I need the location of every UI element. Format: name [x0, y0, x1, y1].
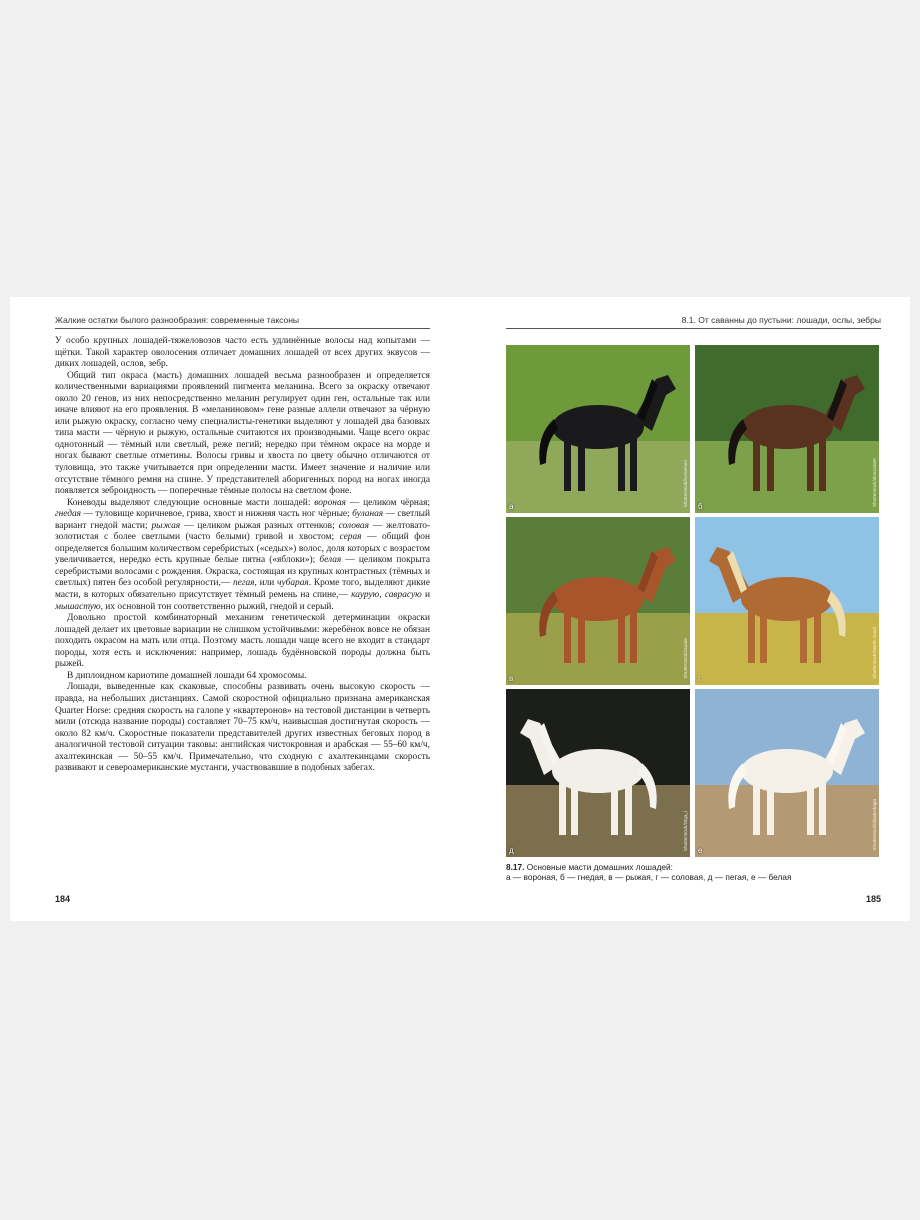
italic-term: соловая	[338, 520, 369, 531]
paragraph	[55, 671, 430, 683]
italic-term: рыжая	[151, 520, 181, 531]
horse-photo-б	[695, 345, 879, 513]
left-page	[55, 315, 431, 904]
paragraph	[55, 336, 430, 371]
italic-term: белая	[319, 555, 342, 566]
photo-grid	[506, 345, 879, 857]
horse-chestnut-icon	[506, 517, 690, 685]
photo-credit: Shutterstock/horsemen	[683, 459, 688, 507]
italic-term: пегая	[232, 578, 255, 589]
text-run: — туловище коричневое, грива, хвост и нижняя часть ног чёрные;	[81, 509, 353, 520]
text-run: Лошади, выведенные как скаковые, способны развивать очень высокую скорость — правда, на небольших дистанциях. Самой скоростной официально признана американская Quarter Horse: средняя скорость на галопе у «квартеронов» на тестовой дистанции в четверть мили (отсюда название породы) составляет 70–75 км/ч, наивысшая достигнутая скорость — около 82 км/ч. Скоростные показатели представителей других известных беговых пород в аналогичной тестовой ситуации таковы: английская чистокровная и арабская — 55–60 км/ч, ахалтекинская — 50–55 км/ч. Примечательно, что сходную с ахалтекинцами скорость развивают и североамериканские мустанги, участвовавшие в подобных забегах.	[55, 682, 430, 774]
photo-credit: Shutterstock/Martin Good	[872, 626, 877, 679]
text-run: Общий тип окраса (масть) домашних лошадей весьма разнообразен и определяется количественными вариациями проявлений пигмента меланина. Всего за окраску отвечают около 20 генов, из них непосредственно меланин регулирует один ген, остальные так или иначе влияют на его проявления. В «меланиновом» гене разные аллели отвечают за чёрную или рыжую окраску, согласно чему специалисты-генетики выделяют у лошадей два базовых типа масти — чёрную и рыжую, остальные считаются их производными. Чаще всего окрас однотонный — тёмный или светлый, реже пегий; нередко при тёмном окрасе на морде и ногах бывают светлые отметины. Волосы гривы и хвоста по цвету обычно отличаются от туловища, это также учитывается при определении масти. Имеет значение и наличие или отсутствие тёмного ремня на спине. У представителей аборигенных пород на ногах иногда появляется зеброидность — поперечные тёмные полосы на светлом фоне.	[55, 370, 430, 497]
text-run: и	[421, 590, 431, 601]
text-run: ,	[379, 590, 385, 601]
horse-photo-д	[506, 689, 690, 857]
photo-letter: д	[509, 846, 514, 855]
horse-photo-е	[695, 689, 879, 857]
text-run: , или	[254, 578, 278, 589]
running-head-right: 8.1. От саванны до пустыни: лошади, ослы, зебры	[506, 315, 881, 329]
italic-term: чубарая	[277, 578, 309, 589]
caption-label: 8.17.	[506, 862, 525, 872]
italic-term: серая	[339, 532, 362, 543]
text-run: — целиком покрыта серебристыми волосами с рождения. Окраска, состоящая из крупных контрастных (тёмных и светлых) пятен без особой регулярности,—	[55, 555, 430, 589]
caption-legend: а — вороная, б — гнедая, в — рыжая, г — соловая, д — пегая, е — белая	[506, 872, 792, 882]
horse-photo-г	[695, 517, 879, 685]
running-head-left: Жалкие остатки былого разнообразия: современные таксоны	[55, 315, 430, 329]
book-spread	[10, 297, 910, 921]
photo-letter: в	[509, 674, 514, 683]
text-run: . Кроме того, выделяют дикие масти, в которых обязательно присутствует тёмный ремень на спине,—	[55, 578, 430, 601]
horse-photo-а	[506, 345, 690, 513]
text-run: — светлый вариант гнедой масти;	[55, 509, 430, 531]
text-run: Довольно простой комбинаторный механизм генетической детерминации окраски лошадей делает их цветовые вариации не слишком устойчивыми: жеребёнок вовсе не обязан походить окрасом на мать или отца. Поэтому масть лошади чаще всего не входит в стандарт породы, хотя есть и исключения: например, лошадь будённовской породы должна быть рыжей.	[55, 613, 430, 670]
italic-term: буланая	[352, 509, 384, 520]
photo-letter: г	[698, 674, 701, 683]
italic-term: каурую	[351, 590, 380, 601]
right-page	[506, 315, 881, 904]
horse-palomino-icon	[695, 517, 879, 685]
paragraph	[55, 682, 430, 774]
horse-black-icon	[506, 345, 690, 513]
photo-credit: Shutterstock/dinozzaver	[872, 457, 877, 507]
body-text	[55, 336, 430, 775]
italic-term: саврасую	[384, 590, 422, 601]
paragraph	[55, 613, 430, 671]
text-run: — желтовато-золотистая с более светлыми (часто белыми) гривой и хвостом;	[55, 520, 431, 543]
text-run: — целиком чёрная;	[346, 497, 430, 508]
horse-pinto-icon	[506, 689, 690, 857]
photo-credit: Shutterstock/sbadeckapa	[872, 799, 877, 851]
page-number-right: 185	[865, 894, 881, 904]
caption-title: Основные масти домашних лошадей:	[526, 862, 673, 872]
italic-term: гнедая	[55, 509, 82, 520]
horse-white-icon	[695, 689, 879, 857]
text-run: Коневоды выделяют следующие основные масти лошадей:	[67, 497, 315, 508]
photo-credit: Shutterstock/Zuzule	[683, 638, 688, 679]
photo-credit: Shutterstock/Olga_i	[683, 810, 688, 851]
paragraph	[55, 371, 430, 498]
text-run: — целиком рыжая разных оттенков;	[180, 520, 339, 531]
figure-caption	[506, 862, 879, 882]
text-run: — общий фон определяется большим количеством серебристых («седых») волос, доля которых с возрастом увеличивается, нередко есть крупные белые пятна («яблоки»);	[55, 532, 430, 566]
italic-term: вороная	[314, 497, 346, 508]
text-run: У особо крупных лошадей-тяжеловозов часто есть удлинённые волосы над копытами — щётки. Такой характер оволосения отличает домашних лошадей от всех других эквусов — диких лошадей, ослов, зебр.	[55, 336, 430, 370]
text-run: , их основной тон соответственно рыжий, гнедой и серый.	[100, 601, 334, 612]
paragraph	[55, 498, 430, 613]
page-number-left: 184	[55, 894, 71, 904]
horse-bay-icon	[695, 345, 879, 513]
italic-term: мышастую	[55, 601, 101, 612]
horse-photo-в	[506, 517, 690, 685]
photo-letter: а	[509, 502, 514, 511]
photo-letter: б	[698, 502, 703, 511]
photo-letter: е	[698, 846, 703, 855]
text-run: В диплоидном кариотипе домашней лошади 64 хромосомы.	[67, 670, 307, 681]
